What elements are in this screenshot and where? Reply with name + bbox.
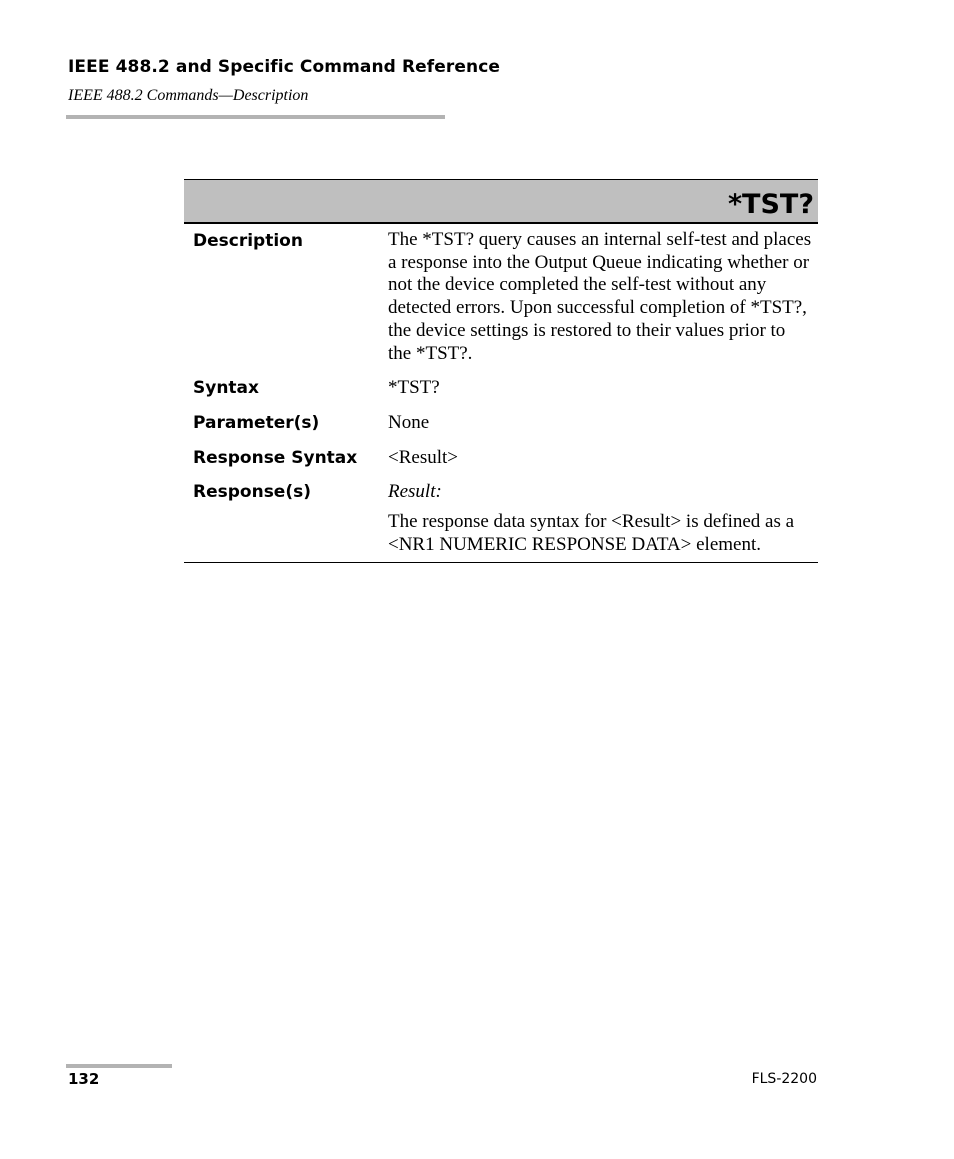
syntax-label: Syntax (193, 378, 259, 399)
response-syntax-value: <Result> (388, 446, 458, 468)
command-details (184, 230, 818, 563)
product-name: FLS-2200 (751, 1071, 817, 1087)
responses-result-name: Result: (388, 481, 442, 503)
section-subtitle: IEEE 488.2 Commands—Description (68, 87, 309, 104)
command-header-bar (184, 179, 818, 224)
parameters-label: Parameter(s) (193, 412, 320, 433)
page-number: 132 (68, 1070, 100, 1088)
description-label: Description (193, 231, 303, 251)
command-table (184, 179, 818, 563)
syntax-row (184, 377, 818, 400)
syntax-value: *TST? (388, 377, 440, 399)
response-syntax-row (184, 447, 818, 470)
response-syntax-label: Response Syntax (193, 447, 358, 468)
responses-result-description: The response data syntax for <Result> is defined as a <NR1 NUMERIC RESPONSE DATA> element. (388, 511, 795, 555)
responses-row (184, 481, 818, 556)
section-title: IEEE 488.2 and Specific Command Reference (68, 57, 501, 77)
parameters-value: None (388, 411, 430, 433)
description-row (184, 230, 818, 365)
responses-value (388, 481, 818, 556)
footer-divider (66, 1064, 172, 1068)
header-divider (66, 115, 445, 119)
parameters-row (184, 412, 818, 435)
responses-label: Response(s) (193, 482, 311, 503)
description-value: The *TST? query causes an internal self-test and places a response into the Output Queue indicating whether or not the device completed the self-test without any detected errors. Upon successful completion of *TST?, the device settings is restored to their values prior to the *TST?. (388, 229, 812, 364)
command-name: *TST? (727, 189, 814, 220)
